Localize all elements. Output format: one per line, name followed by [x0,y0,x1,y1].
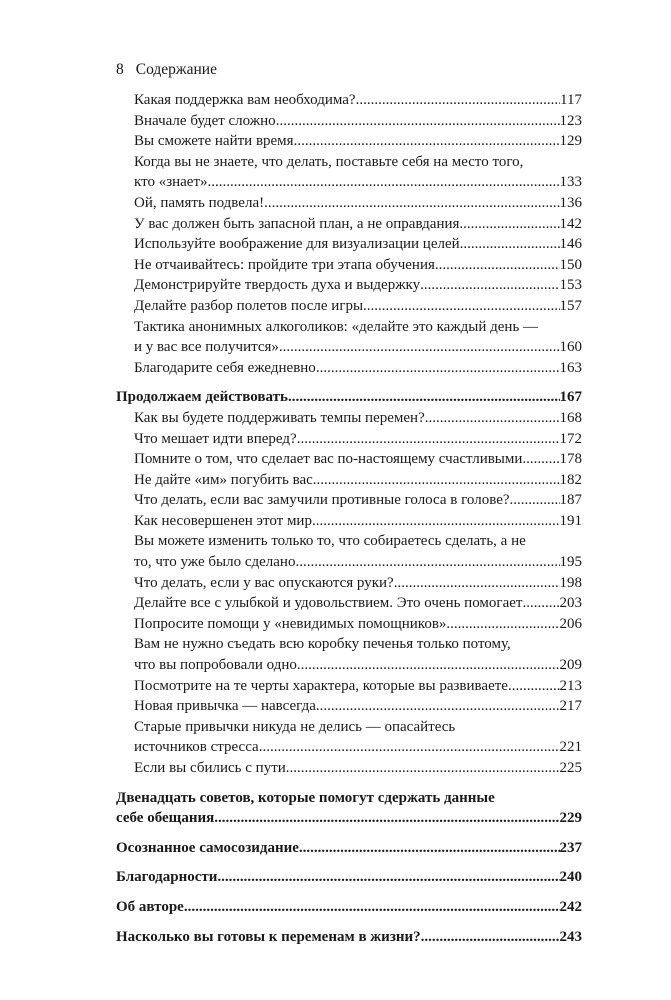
dot-leader [295,552,559,573]
dot-leader [208,172,560,193]
toc-entry[interactable]: Новая привычка — навсегда ..... 217 [116,696,582,717]
toc-entry[interactable]: Что делать, если у вас опускаются руки? ..... 198 [116,573,582,594]
toc-entry[interactable]: Не отчаивайтесь: пройдите три этапа обучения ..... 150 [116,255,582,276]
toc-entry[interactable]: Посмотрите на те черты характера, которые вы развиваете ..... 213 [116,676,582,697]
dot-leader [214,808,559,829]
page-ref: 240 [559,869,582,886]
toc-entry[interactable]: Вы сможете найти время ..... 129 [116,131,582,152]
toc-section[interactable]: Об авторе ..... 242 [116,897,582,918]
dot-leader [184,897,560,918]
page-ref: 221 [559,739,582,756]
page-ref: 123 [559,112,582,129]
toc-entry[interactable]: Ой, память подвела! ..... 136 [116,193,582,214]
dot-leader [297,429,560,450]
toc-entry[interactable]: кто «знает» ..... 133 [116,172,582,193]
dot-leader [356,90,560,111]
toc-entry[interactable]: Как вы будете поддерживать темпы перемен? ..... 168 [116,408,582,429]
toc-section[interactable]: себе обещания ..... 229 [116,808,582,829]
dot-leader [446,614,559,635]
page-ref: 206 [559,615,582,632]
page-ref: 203 [559,595,582,612]
page-ref: 217 [559,698,582,715]
toc-entry[interactable]: Помните о том, что сделает вас по-настоящему счастливыми ..... 178 [116,449,582,470]
toc-entry[interactable]: Делайте все с улыбкой и удовольствием. Это очень помогает ..... 203 [116,593,582,614]
toc-entry[interactable]: Что мешает идти вперед? ..... 172 [116,429,582,450]
toc-section-line1[interactable]: Двенадцать советов, которые помогут сдержать данные [116,789,495,806]
dot-leader [288,387,560,408]
toc-entry-line1[interactable]: Тактика анонимных алкоголиков: «делайте это каждый день — [134,318,539,335]
dot-leader [459,214,559,235]
page-ref: 157 [559,297,582,314]
toc-section[interactable]: Благодарности ..... 240 [116,867,582,888]
page-ref: 117 [560,92,582,108]
toc-entry-line1[interactable]: Когда вы не знаете, что делать, поставьте себя на место того, [134,153,524,170]
dot-leader [435,255,560,276]
page-ref: 178 [559,451,582,468]
dot-leader [264,193,559,214]
page-ref: 243 [559,928,582,945]
dot-leader [259,737,560,758]
dot-leader [508,676,560,697]
dot-leader [316,358,560,379]
dot-leader [363,296,559,317]
page-ref: 160 [559,339,582,356]
page-ref: 225 [559,760,582,776]
toc-entry[interactable]: Какая поддержка вам необходима? ..... 117 [116,90,582,111]
page-ref: 133 [559,174,582,191]
toc-entry[interactable]: Если вы сбились с пути ..... 225 [116,758,582,779]
dot-leader [294,131,560,152]
toc-section[interactable]: Осознанное самосозидание ..... 237 [116,838,582,859]
toc-entry[interactable]: что вы попробовали одно ..... 209 [116,655,582,676]
toc-entry-line1[interactable]: Вы можете изменить только то, что собираетесь сделать, а не [134,533,526,550]
toc-entry[interactable]: Демонстрируйте твердость духа и выдержку ..... 153 [116,275,582,296]
running-title: Содержание [135,61,217,78]
dot-leader [297,655,560,676]
dot-leader [522,593,559,614]
page-ref: 129 [559,133,582,150]
page-ref: 136 [559,194,582,211]
page-number: 8 [116,61,124,78]
page-ref: 150 [559,256,582,273]
page-ref: 163 [559,359,582,376]
toc-entry-line1[interactable]: Вам не нужно съедать всю коробку печенья только потому, [134,636,511,653]
page-ref: 146 [559,236,582,253]
toc-entry[interactable]: и у вас все получится» ..... 160 [116,337,582,358]
toc-entry[interactable]: Что делать, если вас замучили противные голоса в голове? ..... 187 [116,490,582,511]
dot-leader [460,234,560,255]
dot-leader [286,758,560,779]
page-ref: 213 [559,677,582,694]
table-of-contents [116,90,582,947]
page-ref: 167 [559,389,582,406]
page-ref: 182 [559,471,582,488]
toc-section[interactable]: Продолжаем действовать ..... 167 [116,387,582,408]
toc-entry[interactable]: Вначале будет сложно ..... 123 [116,111,582,132]
toc-entry[interactable]: У вас должен быть запасной план, а не оправдания ..... 142 [116,214,582,235]
dot-leader [312,511,560,532]
toc-entry[interactable]: то, что уже было сделано ..... 195 [116,552,582,573]
page-ref: 142 [559,215,582,232]
page-ref: 242 [559,898,582,915]
page-ref: 209 [559,657,582,674]
toc-entry[interactable]: источников стресса ..... 221 [116,737,582,758]
page-ref: 187 [559,492,582,509]
page-ref: 198 [559,574,582,591]
page-ref: 168 [559,409,582,426]
dot-leader [420,275,559,296]
toc-entry[interactable]: Как несовершенен этот мир ..... 191 [116,511,582,532]
toc-entry[interactable]: Попросите помощи у «невидимых помощников» ..... 206 [116,614,582,635]
dot-leader [279,337,560,358]
dot-leader [316,696,560,717]
page-ref: 172 [559,430,582,447]
page-ref: 191 [559,512,582,529]
page-ref: 229 [559,810,582,827]
dot-leader [394,573,560,594]
dot-leader [217,867,559,888]
page-ref: 237 [559,839,582,856]
toc-entry[interactable]: Делайте разбор полетов после игры ..... 157 [116,296,582,317]
page-ref: 195 [559,554,582,571]
dot-leader [522,449,559,470]
toc-entry-line1[interactable]: Старые привычки никуда не делись — опасайтесь [134,718,456,735]
toc-section[interactable]: Насколько вы готовы к переменам в жизни? ..... 243 [116,927,582,948]
dot-leader [276,111,560,132]
dot-leader [425,408,560,429]
page-header [116,60,217,80]
toc-entry[interactable]: Не дайте «им» погубить вас ..... 182 [116,470,582,491]
toc-entry[interactable]: Используйте воображение для визуализации целей ..... 146 [116,234,582,255]
page-ref: 153 [559,277,582,294]
dot-leader [313,470,560,491]
toc-entry[interactable]: Благодарите себя ежедневно ..... 163 [116,358,582,379]
dot-leader [299,838,560,859]
dot-leader [510,490,560,511]
dot-leader [421,927,560,948]
